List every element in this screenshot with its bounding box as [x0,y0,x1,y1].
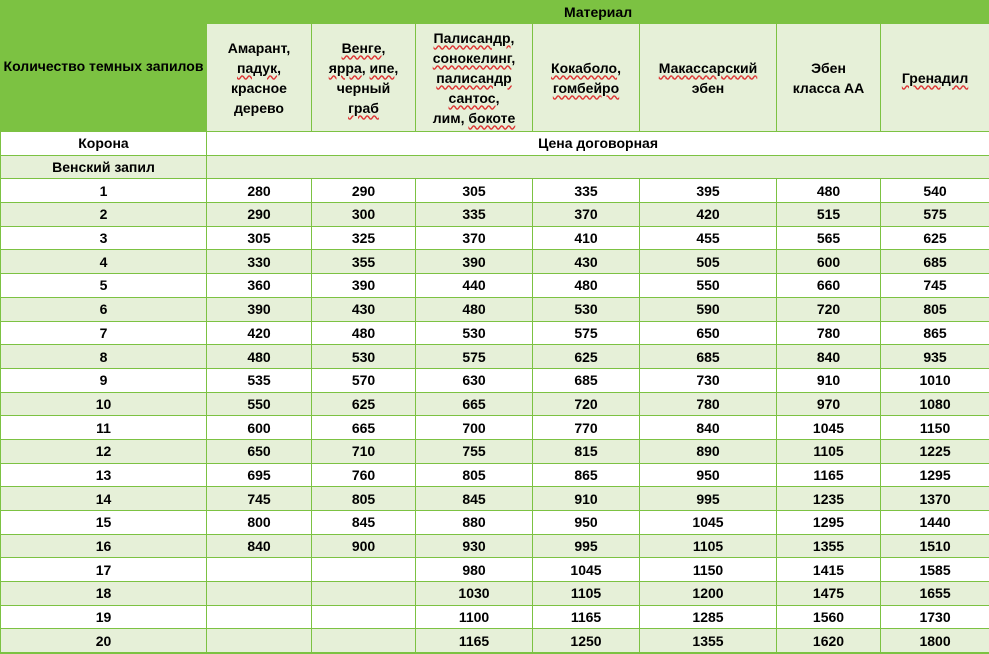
price-cell: 330 [207,250,312,274]
material-header-line: дерево [234,99,284,116]
price-cell: 455 [640,226,777,250]
price-cell [207,558,312,582]
price-cell: 980 [416,558,533,582]
price-cell: 600 [777,250,881,274]
price-cell: 335 [533,179,640,203]
viennese-label: Венский запил [1,155,207,179]
material-header-line: Гренадил [901,69,969,86]
price-cell [312,582,416,606]
material-header-line: черный [336,79,391,96]
crown-label: Корона [1,132,207,156]
count-cell: 12 [1,439,207,463]
material-header-line: гомбейро [552,79,620,96]
price-cell: 515 [777,203,881,227]
price-cell: 565 [777,226,881,250]
price-cell: 720 [533,392,640,416]
material-header-line: лим, бокоте [432,109,516,126]
table-row [1,439,989,463]
table-row [1,534,989,558]
price-cell: 1225 [881,439,989,463]
price-cell: 780 [777,321,881,345]
count-cell: 9 [1,368,207,392]
price-cell: 625 [533,345,640,369]
material-column-header [881,24,989,132]
price-cell: 1510 [881,534,989,558]
price-cell: 720 [777,297,881,321]
price-cell: 665 [312,416,416,440]
price-cell: 745 [881,274,989,298]
count-cell: 6 [1,297,207,321]
price-cell: 430 [533,250,640,274]
price-cell: 290 [207,203,312,227]
row-header: Количество темных запилов [1,1,207,132]
material-header-line: сонокелинг, [432,49,516,66]
price-cell: 840 [207,534,312,558]
price-cell: 1105 [640,534,777,558]
table-row [1,416,989,440]
material-header-line: Венге, [341,39,386,56]
table-row [1,487,989,511]
material-column-header [416,24,533,132]
price-cell [312,558,416,582]
count-cell: 15 [1,511,207,535]
price-cell: 840 [777,345,881,369]
material-header-line: красное [231,79,287,96]
material-header-line: Амарант, [227,39,291,56]
price-cell [312,605,416,629]
price-cell: 970 [777,392,881,416]
price-cell: 1355 [640,629,777,653]
count-cell: 11 [1,416,207,440]
price-cell: 1100 [416,605,533,629]
material-column-header [640,24,777,132]
table-row [1,605,989,629]
price-cell: 780 [640,392,777,416]
material-column-header [207,24,312,132]
table-row [1,345,989,369]
price-cell: 755 [416,439,533,463]
material-header-line: граб [348,99,379,116]
price-cell: 805 [416,463,533,487]
price-cell: 505 [640,250,777,274]
table-row [1,463,989,487]
price-cell: 360 [207,274,312,298]
price-cell: 995 [533,534,640,558]
table-row [1,250,989,274]
price-cell: 845 [312,511,416,535]
price-cell: 1010 [881,368,989,392]
count-cell: 5 [1,274,207,298]
crown-price-note: Цена договорная [207,132,989,156]
price-cell: 1200 [640,582,777,606]
price-cell: 1030 [416,582,533,606]
price-cell: 815 [533,439,640,463]
price-cell: 890 [640,439,777,463]
table-row [1,297,989,321]
price-cell: 390 [207,297,312,321]
price-cell: 1165 [777,463,881,487]
price-cell: 575 [416,345,533,369]
price-cell: 1730 [881,605,989,629]
price-cell: 1165 [416,629,533,653]
price-cell: 665 [416,392,533,416]
material-header-line: эбен [691,79,725,96]
price-cell: 325 [312,226,416,250]
price-cell: 1415 [777,558,881,582]
price-cell: 800 [207,511,312,535]
material-column-header [533,24,640,132]
price-cell: 1560 [777,605,881,629]
price-cell: 1285 [640,605,777,629]
price-cell: 530 [533,297,640,321]
price-cell: 480 [207,345,312,369]
price-cell: 745 [207,487,312,511]
material-header: Материал [207,1,989,24]
price-cell: 710 [312,439,416,463]
price-cell: 700 [416,416,533,440]
count-cell: 14 [1,487,207,511]
price-cell: 540 [881,179,989,203]
price-cell: 660 [777,274,881,298]
price-cell: 930 [416,534,533,558]
price-cell: 650 [640,321,777,345]
count-cell: 1 [1,179,207,203]
table-row [1,392,989,416]
price-cell: 480 [312,321,416,345]
price-cell: 1620 [777,629,881,653]
material-column-header [312,24,416,132]
viennese-value [207,155,989,179]
price-cell: 1150 [640,558,777,582]
price-cell: 685 [881,250,989,274]
crown-row [1,132,989,156]
price-cell: 440 [416,274,533,298]
price-cell: 390 [312,274,416,298]
price-cell: 300 [312,203,416,227]
price-cell: 1105 [777,439,881,463]
price-cell: 685 [533,368,640,392]
material-column-header [777,24,881,132]
price-cell: 550 [640,274,777,298]
count-cell: 20 [1,629,207,653]
price-cell: 480 [416,297,533,321]
count-cell: 2 [1,203,207,227]
price-cell: 865 [881,321,989,345]
price-cell: 305 [207,226,312,250]
material-header-line: класса АА [792,79,865,96]
price-cell: 590 [640,297,777,321]
material-header-line: падук, [237,59,281,76]
count-cell: 16 [1,534,207,558]
price-cell [207,629,312,653]
price-cell: 280 [207,179,312,203]
price-cell: 575 [533,321,640,345]
price-cell: 685 [640,345,777,369]
table-row [1,368,989,392]
material-header-line: Кокаболо, [551,59,621,76]
price-cell: 840 [640,416,777,440]
material-header-line: Палисандр, [433,29,515,46]
count-cell: 8 [1,345,207,369]
price-cell: 575 [881,203,989,227]
material-header-line: Макассарский [658,59,758,76]
price-cell: 650 [207,439,312,463]
price-cell: 1585 [881,558,989,582]
price-cell: 805 [312,487,416,511]
count-cell: 19 [1,605,207,629]
count-cell: 4 [1,250,207,274]
price-cell: 1045 [777,416,881,440]
table-row [1,629,989,653]
count-cell: 7 [1,321,207,345]
price-cell: 950 [640,463,777,487]
price-cell: 630 [416,368,533,392]
count-cell: 13 [1,463,207,487]
price-cell: 1165 [533,605,640,629]
table-row [1,226,989,250]
price-cell: 370 [533,203,640,227]
price-cell: 370 [416,226,533,250]
price-cell: 910 [777,368,881,392]
price-cell: 950 [533,511,640,535]
material-header-line: Эбен [811,59,846,76]
price-cell: 290 [312,179,416,203]
viennese-row [1,155,989,179]
price-cell: 910 [533,487,640,511]
price-cell: 410 [533,226,640,250]
price-cell: 1295 [777,511,881,535]
price-cell: 695 [207,463,312,487]
price-cell: 600 [207,416,312,440]
price-cell: 770 [533,416,640,440]
price-cell: 1235 [777,487,881,511]
table-row [1,558,989,582]
price-cell: 1105 [533,582,640,606]
material-header-line: сантос, [448,89,500,106]
price-cell: 1295 [881,463,989,487]
price-cell: 730 [640,368,777,392]
price-cell: 625 [881,226,989,250]
price-cell: 1475 [777,582,881,606]
price-cell: 535 [207,368,312,392]
count-cell: 3 [1,226,207,250]
price-cell: 1655 [881,582,989,606]
price-cell [207,605,312,629]
price-cell: 395 [640,179,777,203]
price-cell: 1150 [881,416,989,440]
price-cell: 1800 [881,629,989,653]
table-row [1,511,989,535]
price-cell: 420 [207,321,312,345]
table-row [1,274,989,298]
price-cell: 550 [207,392,312,416]
table-row [1,203,989,227]
price-cell: 530 [312,345,416,369]
count-cell: 10 [1,392,207,416]
price-cell: 880 [416,511,533,535]
price-cell: 1045 [640,511,777,535]
material-header-line: палисандр [436,69,512,86]
count-cell: 17 [1,558,207,582]
price-cell: 900 [312,534,416,558]
price-cell: 530 [416,321,533,345]
table-row [1,179,989,203]
price-cell: 845 [416,487,533,511]
price-cell: 390 [416,250,533,274]
price-cell: 570 [312,368,416,392]
price-cell: 420 [640,203,777,227]
price-cell: 480 [533,274,640,298]
table-row [1,321,989,345]
price-cell: 1250 [533,629,640,653]
price-cell: 355 [312,250,416,274]
count-cell: 18 [1,582,207,606]
price-cell [207,582,312,606]
price-cell: 480 [777,179,881,203]
price-cell: 1355 [777,534,881,558]
price-cell: 430 [312,297,416,321]
price-cell: 1370 [881,487,989,511]
price-cell: 1080 [881,392,989,416]
price-cell: 805 [881,297,989,321]
price-cell: 1045 [533,558,640,582]
material-header-line: ярра, ипе, [328,59,399,76]
price-cell: 995 [640,487,777,511]
price-cell: 935 [881,345,989,369]
price-cell [312,629,416,653]
table-row [1,582,989,606]
price-cell: 865 [533,463,640,487]
price-cell: 305 [416,179,533,203]
price-cell: 335 [416,203,533,227]
price-cell: 1440 [881,511,989,535]
price-cell: 760 [312,463,416,487]
price-cell: 625 [312,392,416,416]
